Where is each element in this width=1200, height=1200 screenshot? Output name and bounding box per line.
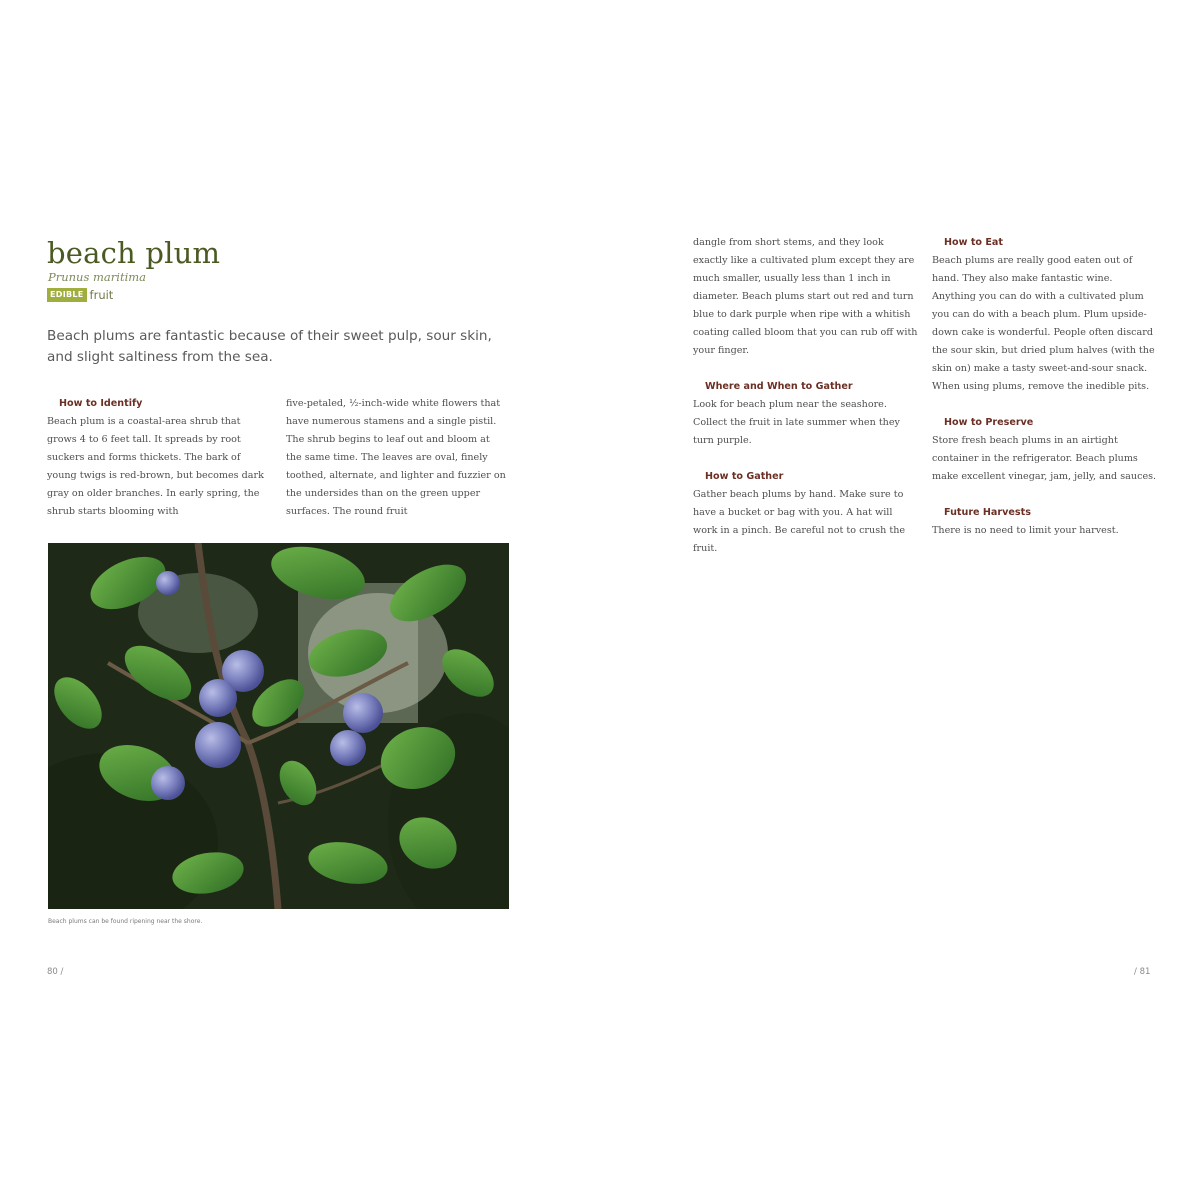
- heading-how-to-identify: How to Identify: [59, 398, 143, 409]
- section-where-when: [693, 378, 918, 450]
- heading-how-to-eat: How to Eat: [944, 237, 1003, 248]
- body-how-to-eat: Beach plums are really good eaten out of hand. They also make fantastic wine. Anything you can do with a cultivated plum you can do with a beach plum. Plum upside-down cake is wonderful. People often discard the sour skin, but dried plum halves (with the skin on) make a tasty sweet-and-sour snack. When using plums, remove the inedible pits.: [932, 255, 1155, 392]
- body-how-to-identify-part2: five-petaled, ½-inch-wide white flowers that have numerous stamens and a single pistil. The shrub begins to leaf out and bloom at the same time. The leaves are oval, finely toothed, alternate, and lighter and fuzzier on the undersides than on the green upper surfaces. The round fruit: [286, 398, 506, 517]
- right-column-2: [932, 234, 1158, 558]
- page-number-left: 80 /: [47, 967, 64, 977]
- edible-badge: EDIBLE: [47, 288, 87, 302]
- intro-text: Beach plums are fantastic because of their sweet pulp, sour skin, and slight saltiness from the sea.: [47, 328, 492, 365]
- section-how-to-eat: [932, 234, 1158, 396]
- left-column-2: [286, 395, 508, 521]
- entry-title: beach plum: [47, 236, 221, 270]
- section-how-to-preserve: [932, 414, 1158, 486]
- latin-name: Prunus maritima: [48, 270, 147, 284]
- section-continued: [693, 234, 918, 360]
- body-continued: dangle from short stems, and they look exactly like a cultivated plum except they are much smaller, usually less than 1 inch in diameter. Beach plums start out red and turn blue to dark purple when ripe with a whitish coating called bloom that you can rub off with your finger.: [693, 237, 918, 356]
- heading-how-to-gather: How to Gather: [705, 471, 784, 482]
- section-how-to-gather: [693, 468, 918, 558]
- heading-how-to-preserve: How to Preserve: [944, 417, 1034, 428]
- left-column-1: [47, 395, 269, 521]
- body-how-to-identify-part1: Beach plum is a coastal-area shrub that grows 4 to 6 feet tall. It spreads by root suckers and forms thickets. The bark of young twigs is red-brown, but becomes dark gray on older branches. In early spring, the shrub starts blooming with: [47, 416, 264, 517]
- body-how-to-gather: Gather beach plums by hand. Make sure to have a bucket or bag with you. A hat will work in a pinch. Be careful not to crush the fruit.: [693, 489, 906, 554]
- edible-part: fruit: [89, 288, 114, 302]
- page-number-right: / 81: [1134, 967, 1151, 977]
- body-where-when: Look for beach plum near the seashore. Collect the fruit in late summer when they turn purple.: [693, 399, 900, 446]
- right-column-1: [693, 234, 918, 576]
- beach-plum-photo: [48, 543, 509, 909]
- section-future-harvests: [932, 504, 1158, 540]
- photo-caption: Beach plums can be found ripening near the shore.: [48, 918, 203, 925]
- body-how-to-preserve: Store fresh beach plums in an airtight container in the refrigerator. Beach plums make excellent vinegar, jam, jelly, and sauces.: [932, 435, 1157, 482]
- heading-future-harvests: Future Harvests: [944, 507, 1031, 518]
- heading-where-when: Where and When to Gather: [705, 381, 853, 392]
- edible-tagline: [47, 288, 113, 302]
- body-future-harvests: There is no need to limit your harvest.: [932, 525, 1119, 536]
